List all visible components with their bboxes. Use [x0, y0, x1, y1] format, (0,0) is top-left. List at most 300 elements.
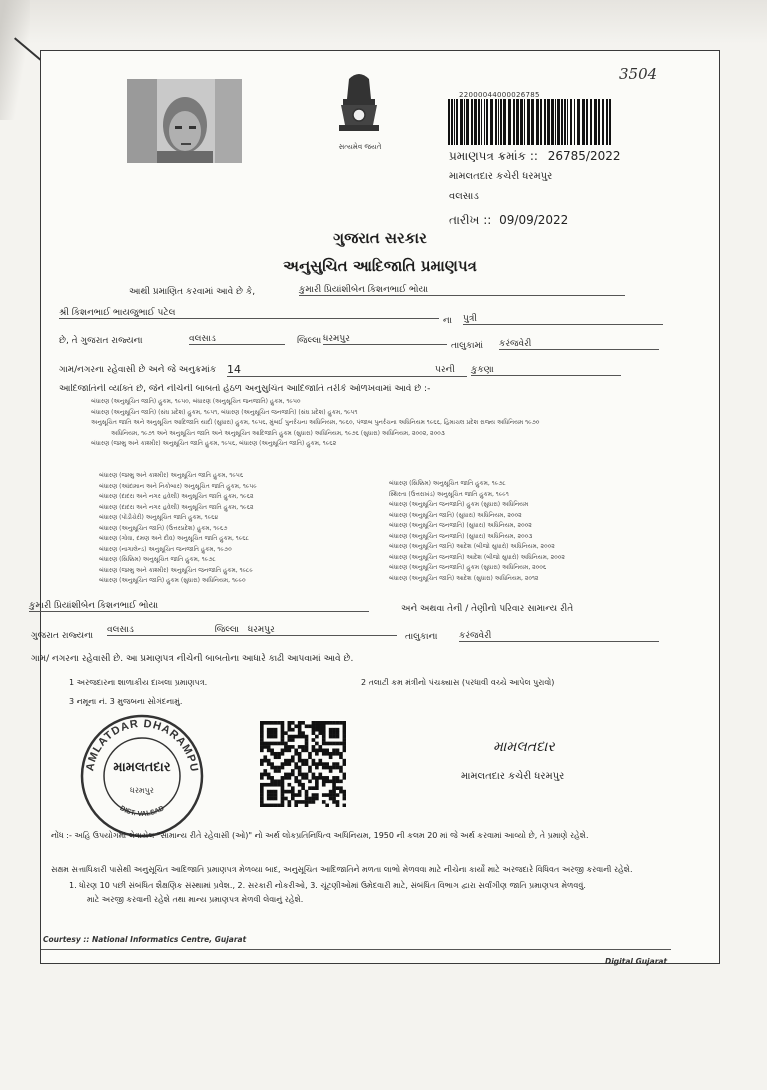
- qr-module: [336, 749, 340, 753]
- qr-module: [274, 769, 278, 773]
- qr-module: [322, 735, 326, 739]
- qr-module: [308, 769, 312, 773]
- qr-module: [274, 731, 278, 735]
- qr-module: [332, 731, 336, 735]
- qr-module: [305, 724, 309, 728]
- qr-module: [329, 752, 333, 756]
- barcode-bar: [551, 99, 554, 145]
- qr-module: [267, 783, 271, 787]
- lower-holder-name: કુમારી પ્રિયાંશીબેન કિશનભાઈ ભોયા: [29, 601, 369, 612]
- qr-module: [312, 776, 316, 780]
- qr-module: [336, 779, 340, 783]
- qr-module: [284, 797, 288, 801]
- qr-module: [281, 728, 285, 732]
- qr-module: [260, 742, 264, 746]
- barcode-bar: [557, 99, 560, 145]
- qr-module: [281, 742, 285, 746]
- certificate-title: અનુસુચિત આદિજાતિ પ્રમાણપત્ર: [283, 257, 477, 275]
- basis-1: 1 અરજદારના શાળાકીય દાખલા પ્રમાણપત્ર.: [69, 678, 208, 687]
- qr-module: [329, 755, 333, 759]
- barcode-bar: [547, 99, 550, 145]
- lower-village: કરંજવેરી: [459, 631, 659, 642]
- qr-module: [260, 724, 264, 728]
- qr-module: [260, 786, 264, 790]
- barcode-bar: [456, 99, 458, 145]
- qr-module: [284, 745, 288, 749]
- barcode-bar: [564, 99, 566, 145]
- qr-module: [343, 793, 346, 797]
- order-item: સ્થિરતા (ઉત્તરાખંડ) અનુસૂચિત જાતિ હુકમ, ૧૯૯૧: [389, 490, 509, 498]
- qr-module: [312, 724, 316, 728]
- qr-module: [291, 793, 295, 797]
- qr-module: [315, 776, 319, 780]
- qr-module: [329, 735, 333, 739]
- order-item: બંધારણ (ગોવા, દમણ અને દીવ) અનુસૂચિત જાતિ હુકમ, ૧૯૬૮: [99, 535, 249, 542]
- order-line: અધિનિયમ, ૧૯૭૧ અને અનુસૂચિત જાતિ અને અનુસૂચિત આદિજાતિ હુકમ (સુધારા) અધિનિયમ, ૧૯૭૬ (સુધારા) અધિનિયમ, ૨૦૦૨, ૨૦૦૩: [111, 429, 445, 437]
- qr-module: [270, 721, 274, 725]
- qr-module: [291, 773, 295, 777]
- mamlatdar-seal: [79, 713, 205, 839]
- order-item: બંધારણ (જમ્મુ અને કાશ્મીર) અનુસૂચિત જનજાતિ હુકમ, ૧૯૮૯: [99, 566, 253, 574]
- government-title: ગુજરાત સરકાર: [333, 229, 427, 247]
- barcode-bar: [464, 99, 465, 145]
- qr-module: [318, 759, 322, 763]
- qr-module: [260, 721, 264, 725]
- lower-residence-text: ગામ/ નગરના રહેવાસી છે. આ પ્રમાણપત્ર નીચેની બાબતોના આધારે કાઢી આપવામાં આવે છે.: [31, 654, 354, 664]
- qr-module: [336, 742, 340, 746]
- qr-module: [301, 721, 305, 725]
- qr-module: [291, 738, 295, 742]
- qr-module: [288, 762, 292, 766]
- barcode-bar: [448, 99, 450, 145]
- office-line: મામલતદાર કચેરી ધરમપુર: [449, 171, 553, 182]
- qr-module: [270, 779, 274, 783]
- applicant-photo: [127, 79, 242, 163]
- qr-module: [294, 779, 298, 783]
- qr-module: [325, 776, 329, 780]
- qr-module: [260, 738, 264, 742]
- tribe-value: કુકણા: [471, 365, 621, 376]
- qr-module: [315, 779, 319, 783]
- order-item: બંધારણ (અનુસૂચિત જનજાતિ) (સુધારા) અધિનિયમ, ૨૦૦૩: [389, 532, 533, 540]
- qr-module: [298, 752, 302, 756]
- qr-module: [277, 766, 281, 770]
- qr-module: [294, 766, 298, 770]
- basis-3: 3 નમૂના નં. 3 મુજબના સોગંદનામું.: [69, 697, 183, 706]
- qr-module: [312, 721, 316, 725]
- certificate-date-row: [449, 213, 568, 228]
- office-district: વલસાડ: [449, 191, 479, 202]
- qr-module: [332, 776, 336, 780]
- qr-module: [260, 797, 264, 801]
- qr-module: [325, 793, 329, 797]
- qr-module: [260, 790, 264, 794]
- qr-module: [315, 742, 319, 746]
- qr-module: [301, 759, 305, 763]
- qr-module: [315, 762, 319, 766]
- qr-module: [260, 804, 264, 807]
- qr-module: [336, 721, 340, 725]
- order-item: બંધારણ (અનુસૂચિત જનજાતિ) (સુધારા) અધિનિયમ, ૨૦૦૨: [389, 522, 532, 529]
- qr-module: [284, 759, 288, 763]
- qr-module: [288, 738, 292, 742]
- qr-module: [298, 755, 302, 759]
- qr-module: [274, 783, 278, 787]
- qr-module: [281, 735, 285, 739]
- qr-module: [277, 779, 281, 783]
- qr-module: [318, 773, 322, 777]
- qr-module: [336, 793, 340, 797]
- qr-module: [298, 800, 302, 804]
- qr-module: [298, 766, 302, 770]
- barcode-bar: [460, 99, 463, 145]
- qr-module: [343, 773, 346, 777]
- scan-edge: [0, 0, 767, 44]
- qr-module: [318, 745, 322, 749]
- qr-module: [336, 731, 340, 735]
- barcode-bar: [586, 99, 588, 145]
- qr-module: [294, 752, 298, 756]
- qr-module: [274, 721, 278, 725]
- qr-module: [288, 776, 292, 780]
- qr-module: [329, 769, 333, 773]
- barcode-bar: [606, 99, 608, 145]
- qr-module: [281, 724, 285, 728]
- qr-module: [312, 786, 316, 790]
- order-item: બંધારણ (અનુસૂચિત જાતિ) આદેશ (સુધારા) અધિનિયમ, ૨૦૧૨: [389, 574, 539, 582]
- qr-module: [281, 779, 285, 783]
- qr-module: [260, 800, 264, 804]
- qr-module: [332, 762, 336, 766]
- barcode-bar: [474, 99, 477, 145]
- taluka-label: તાલુકામાં: [451, 341, 484, 351]
- barcode-bar: [451, 99, 453, 145]
- barcode-bar: [582, 99, 585, 145]
- qr-module: [270, 797, 274, 801]
- qr-module: [298, 790, 302, 794]
- qr-module: [267, 793, 271, 797]
- qr-module: [281, 786, 285, 790]
- qr-module: [270, 742, 274, 746]
- order-item: બંધારણ (અનુસૂચિત જાતિ) આદેશ (બીજો સુધારો) અધિનિયમ, ૨૦૦૨: [389, 543, 555, 550]
- verification-qr-code[interactable]: [260, 721, 346, 807]
- qr-module: [270, 752, 274, 756]
- qr-module: [336, 728, 340, 732]
- qr-module: [298, 724, 302, 728]
- qr-module: [339, 766, 343, 770]
- qr-module: [301, 773, 305, 777]
- qr-module: [298, 773, 302, 777]
- qr-module: [325, 721, 329, 725]
- village-value: કરંજવેરી: [499, 339, 659, 350]
- qr-module: [288, 790, 292, 794]
- barcode-bar: [500, 99, 502, 145]
- qr-module: [322, 728, 326, 732]
- qr-module: [332, 721, 336, 725]
- qr-module: [322, 731, 326, 735]
- qr-module: [332, 735, 336, 739]
- qr-module: [288, 749, 292, 753]
- qr-module: [325, 749, 329, 753]
- barcode-bar: [555, 99, 556, 145]
- qr-module: [325, 752, 329, 756]
- district-value: વલસાડ: [189, 334, 285, 345]
- qr-module: [260, 776, 264, 780]
- qr-module: [336, 804, 340, 807]
- barcode-bar: [471, 99, 473, 145]
- qr-module: [260, 773, 264, 777]
- qr-module: [343, 797, 346, 801]
- qr-module: [332, 797, 336, 801]
- qr-module: [291, 786, 295, 790]
- basis-2: 2 તલાટી કમ મંત્રીનો પંચક્યાસ (પરધાવી વચ્ચે આપેલ પુરાવો): [361, 678, 555, 687]
- qr-module: [281, 766, 285, 770]
- qr-module: [281, 776, 285, 780]
- qr-module: [267, 721, 271, 725]
- qr-module: [281, 783, 285, 787]
- qr-module: [315, 724, 319, 728]
- qr-module: [343, 721, 346, 725]
- qr-module: [270, 793, 274, 797]
- note-apply: માટે અરજી કરવાની રહેશે તથા માન્ય પ્રમાણપત્ર મેળવી લેવાનું રહેશે.: [87, 895, 304, 904]
- qr-module: [281, 797, 285, 801]
- qr-module: [315, 749, 319, 753]
- qr-module: [294, 804, 298, 807]
- qr-module: [281, 738, 285, 742]
- qr-module: [277, 769, 281, 773]
- barcode-bar: [594, 99, 597, 145]
- lower-jilla-label: જિલ્લા: [214, 625, 239, 635]
- qr-module: [288, 783, 292, 787]
- qr-module: [281, 804, 285, 807]
- qr-module: [267, 773, 271, 777]
- qr-module: [263, 755, 267, 759]
- qr-module: [312, 793, 316, 797]
- qr-module: [298, 783, 302, 787]
- qr-module: [336, 735, 340, 739]
- order-item: બંધારણ (અનુસૂચિત જાતિ) (સુધારા) અધિનિયમ, ૨૦૦૨: [389, 511, 522, 519]
- qr-module: [301, 735, 305, 739]
- qr-module: [312, 800, 316, 804]
- qr-module: [339, 752, 343, 756]
- qr-module: [336, 762, 340, 766]
- qr-module: [332, 786, 336, 790]
- order-item: બંધારણ (આંદામાન અને નિકોબાર) અનુસૂચિત જાતિ હુકમ, ૧૯૫૯: [99, 482, 257, 490]
- qr-module: [274, 755, 278, 759]
- qr-module: [281, 790, 285, 794]
- barcode-bar: [490, 99, 493, 145]
- barcode-bar: [481, 99, 482, 145]
- qr-module: [343, 735, 346, 739]
- qr-module: [318, 728, 322, 732]
- qr-module: [260, 749, 264, 753]
- barcode-bar: [498, 99, 499, 145]
- barcode-bar: [454, 99, 455, 145]
- barcode-bar: [531, 99, 534, 145]
- qr-module: [263, 769, 267, 773]
- qr-module: [308, 724, 312, 728]
- qr-module: [263, 742, 267, 746]
- qr-module: [318, 721, 322, 725]
- qr-module: [315, 797, 319, 801]
- qr-module: [343, 749, 346, 753]
- qr-module: [322, 742, 326, 746]
- qr-module: [267, 749, 271, 753]
- qr-module: [305, 742, 309, 746]
- qr-module: [294, 793, 298, 797]
- qr-module: [277, 721, 281, 725]
- qr-module: [291, 721, 295, 725]
- qr-module: [274, 790, 278, 794]
- certificate-number: 26785/2022: [547, 149, 621, 163]
- footer-rule: [41, 949, 671, 950]
- barcode-bar: [536, 99, 539, 145]
- barcode-bar: [520, 99, 523, 145]
- qr-module: [284, 742, 288, 746]
- qr-module: [288, 735, 292, 739]
- barcode-bar: [513, 99, 515, 145]
- qr-module: [312, 728, 316, 732]
- order-item: બંધારણ (અનુસૂચિત જનજાતિ) આદેશ (બીજો સુધારો) અધિનિયમ, ૨૦૦૨: [389, 553, 565, 561]
- qr-module: [260, 735, 264, 739]
- seal-outer-text: AMLATDAR DHARAMPU: [84, 717, 200, 774]
- qr-module: [267, 762, 271, 766]
- qr-module: [322, 738, 326, 742]
- order-item: બંધારણ (સિક્કિમ) અનુસૂચિત જાતિ હુકમ, ૧૯૭૮: [389, 480, 506, 487]
- qr-module: [301, 762, 305, 766]
- qr-module: [305, 793, 309, 797]
- seal-bottom-text: DIST. VALSAD: [118, 805, 166, 818]
- qr-module: [336, 786, 340, 790]
- qr-module: [325, 742, 329, 746]
- lower-district: [107, 625, 397, 636]
- qr-module: [288, 745, 292, 749]
- qr-module: [274, 779, 278, 783]
- lower-state-prefix: ગુજરાત રાજ્યના: [31, 631, 94, 641]
- barcode-bar: [486, 99, 488, 145]
- qr-module: [322, 752, 326, 756]
- qr-module: [267, 759, 271, 763]
- qr-module: [294, 776, 298, 780]
- qr-module: [288, 759, 292, 763]
- qr-module: [291, 745, 295, 749]
- qr-module: [322, 793, 326, 797]
- national-emblem: [329, 69, 389, 149]
- qr-module: [301, 783, 305, 787]
- qr-module: [267, 804, 271, 807]
- qr-module: [263, 721, 267, 725]
- qr-module: [267, 745, 271, 749]
- qr-module: [267, 728, 271, 732]
- qr-module: [267, 731, 271, 735]
- qr-module: [291, 790, 295, 794]
- qr-module: [336, 752, 340, 756]
- digital-gujarat-text: Digital Gujarat: [605, 957, 668, 966]
- qr-module: [301, 800, 305, 804]
- qr-module: [312, 762, 316, 766]
- barcode-bar: [524, 99, 525, 145]
- qr-module: [343, 759, 346, 763]
- qr-module: [284, 790, 288, 794]
- qr-module: [322, 783, 326, 787]
- qr-module: [315, 728, 319, 732]
- qr-module: [298, 731, 302, 735]
- qr-module: [301, 749, 305, 753]
- qr-module: [284, 749, 288, 753]
- qr-module: [301, 786, 305, 790]
- qr-module: [308, 779, 312, 783]
- qr-module: [332, 790, 336, 794]
- barcode: [446, 99, 616, 145]
- qr-module: [343, 745, 346, 749]
- order-item: બંધારણ (અનુસૂચિત જનજાતિ) હુકમ (સુધારા) અધિનિયમ: [389, 501, 529, 508]
- qr-module: [318, 762, 322, 766]
- relation: પુત્રી: [463, 314, 663, 325]
- qr-module: [270, 783, 274, 787]
- qr-module: [315, 735, 319, 739]
- qr-module: [274, 766, 278, 770]
- qr-module: [298, 759, 302, 763]
- order-item: બંધારણ (જમ્મુ અને કાશ્મીર) અનુસૂચિત જાતિ હુકમ, ૧૯૫૬: [99, 472, 244, 479]
- order-lines: [91, 397, 691, 450]
- order-item: બંધારણ (દાદરા અને નગર હવેલી) અનુસૂચિત જાતિ હુકમ, ૧૯૬૨: [99, 503, 254, 511]
- qr-module: [260, 793, 264, 797]
- barcode-bar: [602, 99, 604, 145]
- qr-module: [305, 790, 309, 794]
- qr-module: [315, 752, 319, 756]
- qr-module: [339, 790, 343, 794]
- qr-module: [288, 773, 292, 777]
- qr-module: [270, 804, 274, 807]
- qr-module: [343, 762, 346, 766]
- qr-module: [332, 752, 336, 756]
- qr-module: [332, 728, 336, 732]
- qr-module: [336, 800, 340, 804]
- qr-module: [270, 762, 274, 766]
- qr-module: [270, 776, 274, 780]
- order-item: બંધારણ (અનુસૂચિત જાતિ) (ઉત્તરપ્રદેશ) હુકમ, ૧૯૬૭: [99, 524, 228, 532]
- barcode-bar: [598, 99, 600, 145]
- qr-module: [298, 721, 302, 725]
- barcode-bar: [527, 99, 530, 145]
- qr-module: [318, 724, 322, 728]
- qr-module: [263, 773, 267, 777]
- qr-module: [288, 800, 292, 804]
- qr-module: [322, 776, 326, 780]
- qr-module: [329, 790, 333, 794]
- qr-module: [329, 731, 333, 735]
- date-label: તારીખ ::: [449, 213, 492, 227]
- qr-module: [267, 790, 271, 794]
- qr-module: [298, 769, 302, 773]
- qr-module: [294, 800, 298, 804]
- parani-label: પરની: [435, 365, 455, 375]
- qr-module: [288, 721, 292, 725]
- barcode-bar: [478, 99, 480, 145]
- order-line: બંધારણ (અનુસૂચિત જાતિ) (સંઘ પ્રદેશ) હુકમ, ૧૯૫૧, બંધારણ (અનુસૂચિત જનજાતિ) (સંઘ પ્રદેશ) હુકમ, ૧૯૫૧: [91, 408, 358, 416]
- qr-module: [322, 779, 326, 783]
- qr-module: [336, 766, 340, 770]
- qr-module: [329, 793, 333, 797]
- qr-module: [343, 728, 346, 732]
- father-name: શ્રી કિશનભાઈ ભાયજુભાઈ પટેલ: [59, 308, 439, 319]
- qr-module: [329, 779, 333, 783]
- qr-module: [339, 779, 343, 783]
- qr-module: [270, 749, 274, 753]
- qr-module: [277, 752, 281, 756]
- order-item: બંધારણ (દાદરા અને નગર હવેલી) અનુસૂચિત જાતિ હુકમ, ૧૯૬૨: [99, 493, 254, 500]
- qr-module: [339, 755, 343, 759]
